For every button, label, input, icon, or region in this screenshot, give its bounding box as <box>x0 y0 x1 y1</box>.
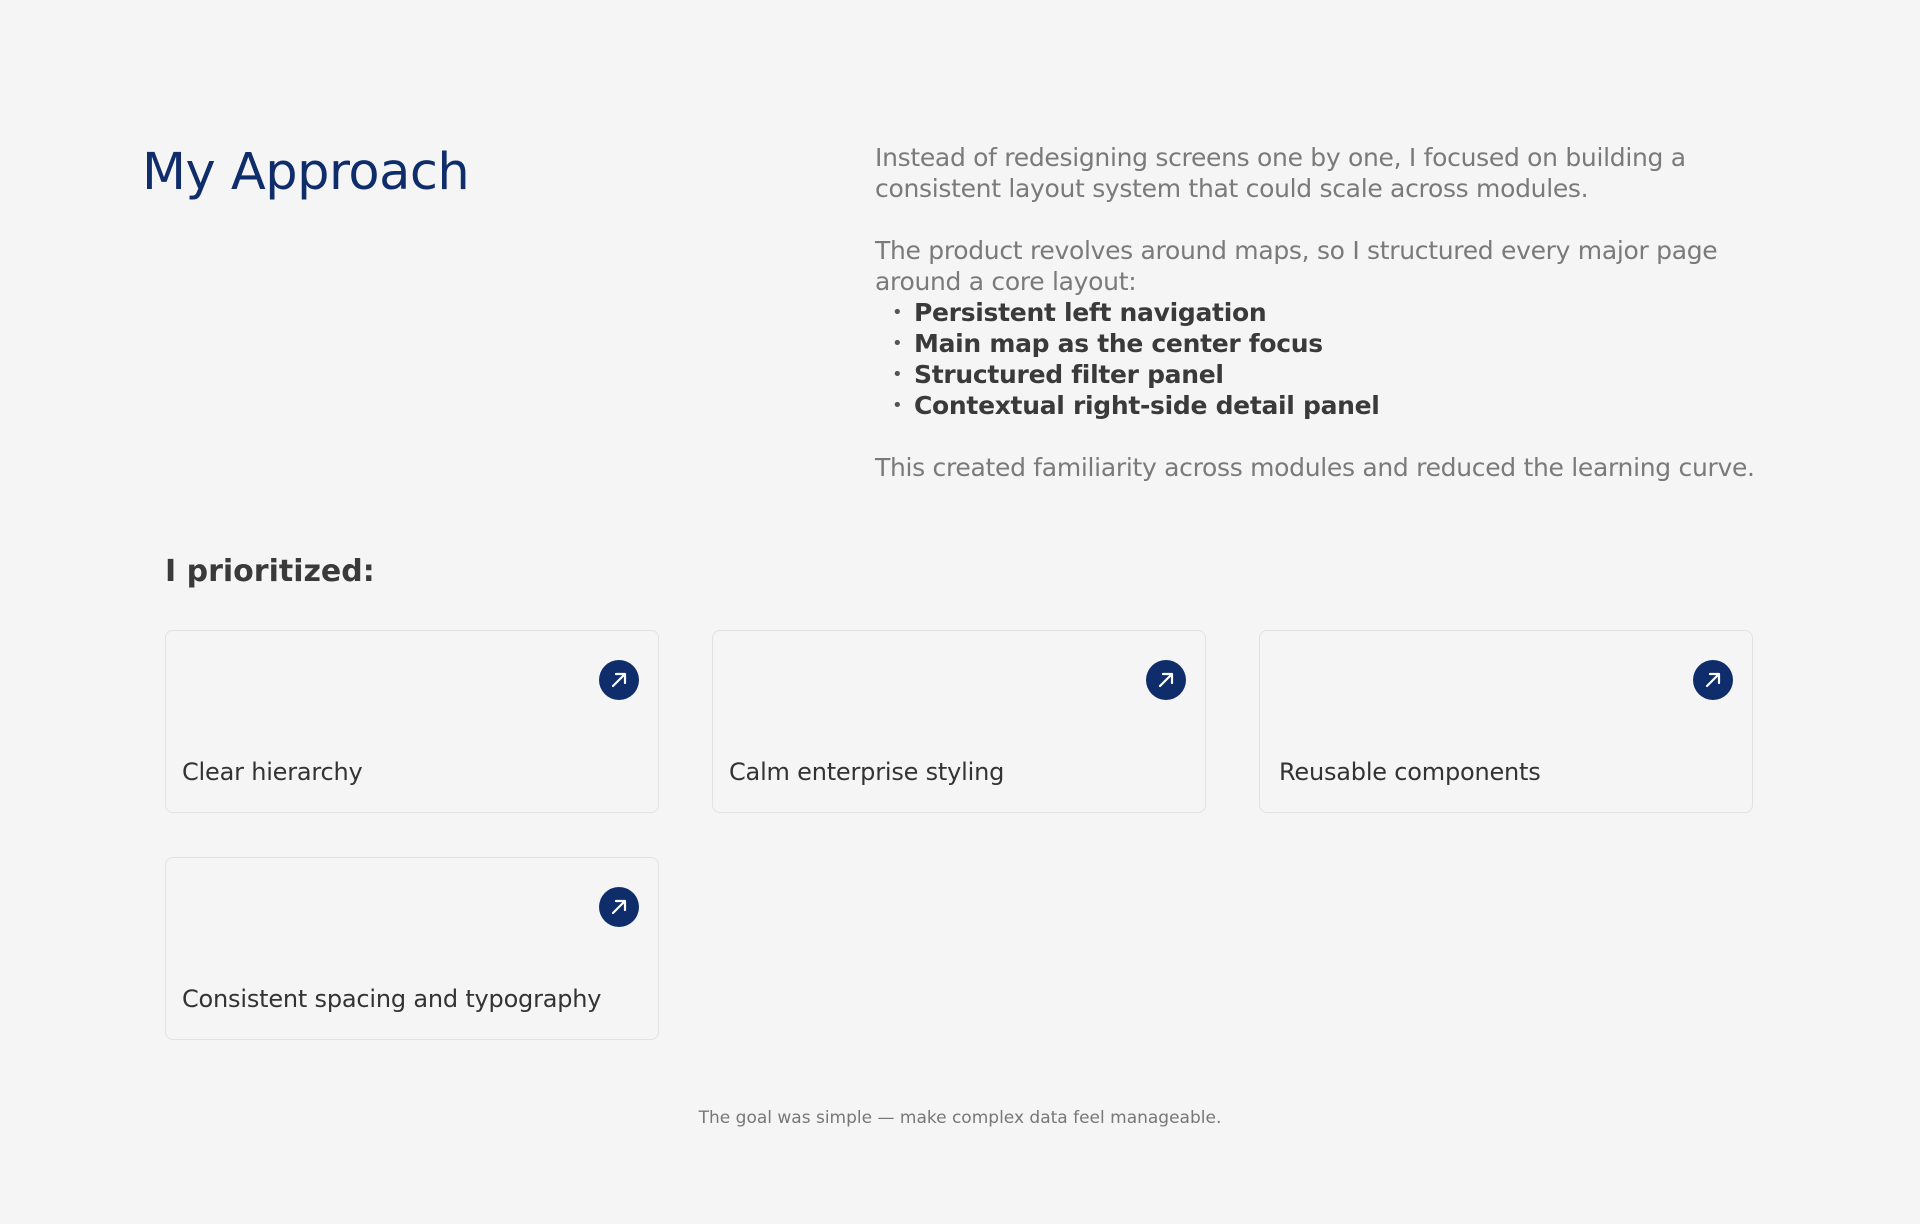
intro-paragraph-2-line-1: The product revolves around maps, so I structured every major page <box>875 236 1718 265</box>
priority-card-calm-enterprise-styling[interactable] <box>712 630 1206 813</box>
intro-paragraph-2-line-2: around a core layout: <box>875 267 1137 296</box>
priority-card-consistent-spacing[interactable] <box>165 857 659 1040</box>
bullet-dot: • <box>892 395 903 416</box>
priority-card-clear-hierarchy[interactable] <box>165 630 659 813</box>
bullet-text: Structured filter panel <box>914 360 1224 389</box>
bullet-text: Contextual right-side detail panel <box>914 391 1380 420</box>
bullet-text: Persistent left navigation <box>914 298 1267 327</box>
priority-card-label: Reusable components <box>1279 758 1541 786</box>
arrow-up-right-icon[interactable] <box>1693 660 1733 700</box>
bullet-dot: • <box>892 302 903 323</box>
bullet-dot: • <box>892 333 903 354</box>
priorities-heading: I prioritized: <box>165 554 375 589</box>
intro-text <box>875 142 1805 483</box>
priority-card-label: Clear hierarchy <box>182 758 363 786</box>
intro-paragraph-1-line-1: Instead of redesigning screens one by one, I focused on building a <box>875 143 1686 172</box>
layout-bullet-list <box>875 297 1805 421</box>
priority-card-label: Calm enterprise styling <box>729 758 1005 786</box>
priority-card-label: Consistent spacing and typography <box>182 985 602 1013</box>
arrow-up-right-icon[interactable] <box>599 660 639 700</box>
bullet-item <box>875 390 1805 421</box>
intro-paragraph-1-line-2: consistent layout system that could scale across modules. <box>875 174 1589 203</box>
bullet-dot: • <box>892 364 903 385</box>
paragraph-spacer <box>875 421 1805 452</box>
footer-statement: The goal was simple — make complex data feel manageable. <box>698 1108 1222 1128</box>
bullet-text: Main map as the center focus <box>914 329 1323 358</box>
priority-card-reusable-components[interactable] <box>1259 630 1753 813</box>
bullet-item <box>875 297 1805 328</box>
arrow-up-right-icon[interactable] <box>599 887 639 927</box>
bullet-item <box>875 328 1805 359</box>
intro-closing: This created familiarity across modules and reduced the learning curve. <box>875 453 1755 482</box>
arrow-up-right-icon[interactable] <box>1146 660 1186 700</box>
paragraph-spacer <box>875 204 1805 235</box>
bullet-item <box>875 359 1805 390</box>
page-title: My Approach <box>142 143 470 202</box>
